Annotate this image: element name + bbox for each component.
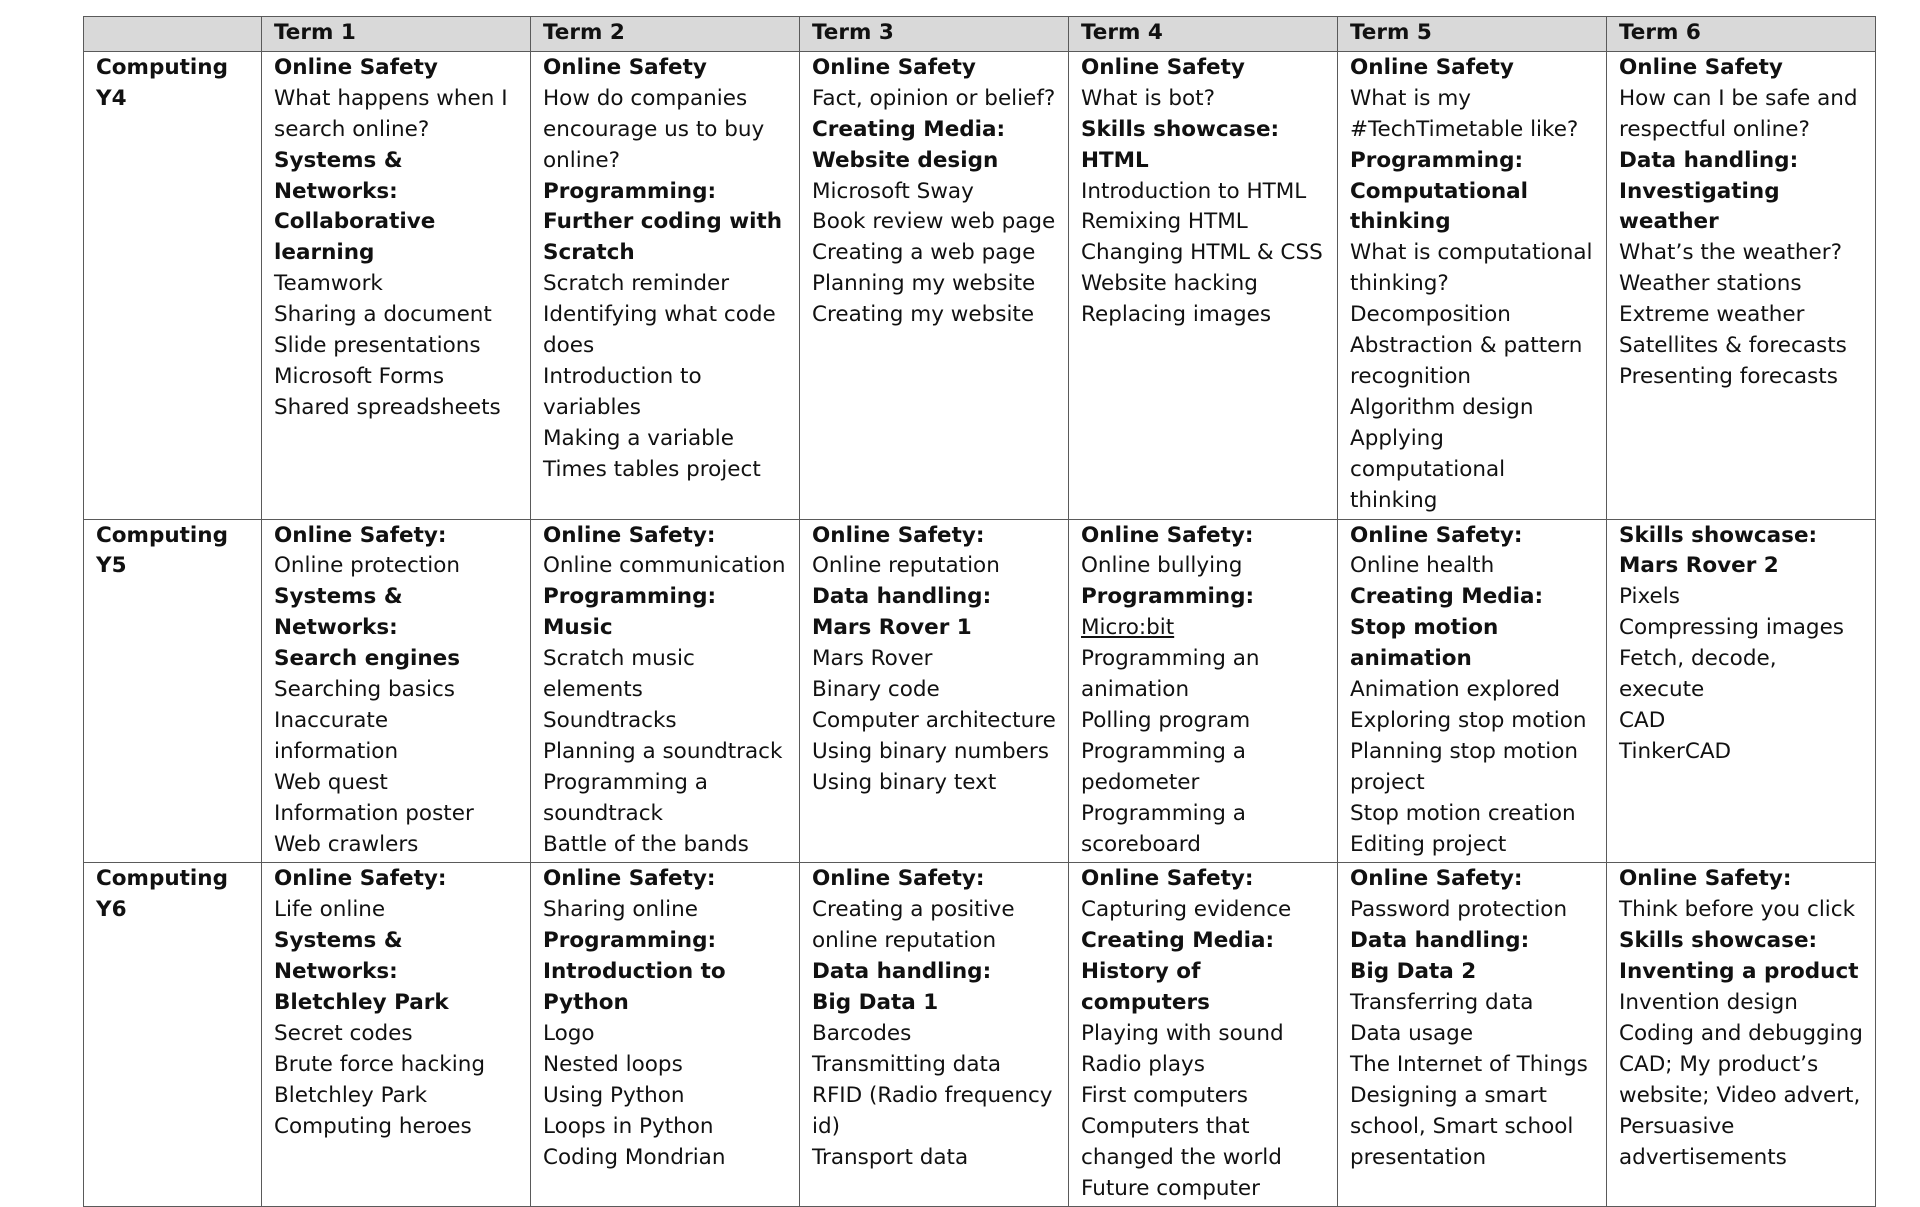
table-row-y4 (84, 51, 1876, 519)
cell-y6-term-5 (1338, 863, 1607, 1207)
lesson-item: Decomposition (1350, 302, 1511, 328)
lesson-item: CAD (1619, 707, 1666, 733)
lesson-item: What is computational thinking? (1350, 240, 1593, 297)
topic-heading: Creating Media: (1081, 928, 1275, 954)
topic-heading: Data handling: (1350, 928, 1530, 954)
lesson-item: Using binary text (812, 769, 997, 795)
row-header-line: Computing (96, 866, 228, 892)
topic-heading: Music (543, 615, 613, 641)
topic-heading: Investigating weather (1619, 178, 1780, 235)
row-header-y5 (84, 519, 262, 863)
lesson-item: Shared spreadsheets (274, 394, 501, 420)
lesson-item: Scratch music elements (543, 646, 695, 703)
topic-heading: Online Safety: (1081, 522, 1254, 548)
lesson-item: Life online (274, 897, 386, 923)
lesson-item: Computers that changed the world (1081, 1113, 1282, 1170)
cell-y5-term-3 (800, 519, 1069, 863)
lesson-item: First computers (1081, 1082, 1248, 1108)
lesson-item: Algorithm design (1350, 394, 1534, 420)
lesson-item: Slide presentations (274, 333, 481, 359)
lesson-item: Sharing online (543, 897, 698, 923)
topic-heading: Online Safety: (543, 522, 716, 548)
topic-heading: Online Safety (543, 54, 707, 80)
lesson-item: Soundtracks (543, 707, 677, 733)
topic-heading: Collaborative learning (274, 209, 436, 266)
topic-heading: Programming: (543, 584, 717, 610)
row-header-line: Y4 (96, 85, 127, 111)
header-corner-cell (84, 17, 262, 52)
lesson-item: Logo (543, 1021, 595, 1046)
lesson-item: Transport data (812, 1144, 969, 1170)
lesson-item: Programming a pedometer (1081, 738, 1246, 795)
lesson-item: Stop motion creation (1350, 800, 1576, 826)
lesson-item: Programming a scoreboard (1081, 800, 1246, 857)
lesson-item: Programming an animation (1081, 646, 1260, 703)
lesson-item: Animation explored (1350, 677, 1561, 703)
lesson-item: Loops in Python (543, 1113, 714, 1139)
cell-y4-term-1 (262, 51, 531, 519)
lesson-item: Fetch, decode, execute (1619, 646, 1777, 703)
lesson-item: Scratch reminder (543, 271, 730, 297)
topic-heading: Mars Rover 1 (812, 615, 972, 641)
header-row (84, 17, 1876, 52)
lesson-item: Data usage (1350, 1021, 1474, 1046)
cell-y6-term-1 (262, 863, 531, 1207)
lesson-item: Online health (1350, 553, 1495, 579)
lesson-item: Designing a smart school, Smart school presentation (1350, 1082, 1574, 1170)
lesson-item: Future computer (1081, 1175, 1260, 1201)
lesson-item: Book review web page (812, 209, 1056, 235)
topic-heading: Online Safety: (1081, 866, 1254, 892)
lesson-item: Computing heroes (274, 1113, 472, 1139)
topic-heading: Website design (812, 147, 999, 173)
lesson-item: Weather stations (1619, 271, 1802, 297)
lesson-item: Satellites & forecasts (1619, 333, 1847, 359)
lesson-item: Fact, opinion or belief? (812, 85, 1056, 111)
lesson-item: Password protection (1350, 897, 1568, 923)
lesson-item: Transmitting data (812, 1051, 1002, 1077)
lesson-item: Online protection (274, 553, 461, 579)
lesson-item: How can I be safe and respectful online? (1619, 85, 1858, 142)
header-term-4: Term 4 (1069, 17, 1338, 52)
cell-y4-term-6 (1607, 51, 1876, 519)
lesson-item: Binary code (812, 677, 940, 703)
lesson-item: Invention design (1619, 990, 1798, 1016)
header-term-2: Term 2 (531, 17, 800, 52)
cell-y5-term-6 (1607, 519, 1876, 863)
lesson-item: Replacing images (1081, 302, 1272, 328)
lesson-item: Radio plays (1081, 1051, 1205, 1077)
cell-y6-term-3 (800, 863, 1069, 1207)
topic-heading: Skills showcase: (1081, 116, 1280, 142)
topic-heading: Online Safety (812, 54, 976, 80)
lesson-item: Presenting forecasts (1619, 363, 1838, 389)
lesson-item: Mars Rover (812, 646, 933, 672)
lesson-item: Introduction to variables (543, 363, 702, 420)
cell-y6-term-6 (1607, 863, 1876, 1207)
lesson-item: Applying computational thinking (1350, 425, 1506, 513)
lesson-item: Programming a soundtrack (543, 769, 708, 826)
lesson-item: Playing with sound (1081, 1021, 1284, 1046)
lesson-item: The Internet of Things (1350, 1051, 1588, 1077)
row-header-line: Y5 (96, 553, 127, 579)
topic-heading: Systems & Networks: (274, 584, 403, 641)
lesson-item: Nested loops (543, 1051, 683, 1077)
topic-heading: Programming: (543, 178, 717, 204)
topic-heading: History of computers (1081, 959, 1210, 1016)
lesson-item: Coding and debugging (1619, 1021, 1863, 1046)
topic-heading: Search engines (274, 646, 461, 672)
topic-heading: Mars Rover 2 (1619, 553, 1779, 579)
lesson-item: Coding Mondrian (543, 1144, 726, 1170)
lesson-item: Times tables project (543, 456, 761, 482)
header-term-5: Term 5 (1338, 17, 1607, 52)
lesson-item: Creating a positive online reputation (812, 897, 1015, 954)
cell-y5-term-2 (531, 519, 800, 863)
lesson-item: Secret codes (274, 1021, 413, 1046)
lesson-item: How do companies encourage us to buy online? (543, 85, 765, 173)
lesson-item: RFID (Radio frequency id) (812, 1082, 1053, 1139)
topic-heading: Big Data 1 (812, 990, 939, 1016)
row-header-y6 (84, 863, 262, 1207)
topic-heading: Online Safety: (1350, 522, 1523, 548)
lesson-item: Planning my website (812, 271, 1036, 297)
lesson-item: CAD; My product’s website; Video advert, Persuasive advertisements (1619, 1051, 1861, 1170)
cell-y4-term-5 (1338, 51, 1607, 519)
lesson-item: Bletchley Park (274, 1082, 428, 1108)
lesson-item: Inaccurate information (274, 707, 399, 764)
lesson-item: Identifying what code does (543, 302, 776, 359)
lesson-item: Website hacking (1081, 271, 1258, 297)
lesson-item: Extreme weather (1619, 302, 1805, 328)
lesson-item: Information poster (274, 800, 474, 826)
lesson-item: Abstraction & pattern recognition (1350, 333, 1583, 389)
topic-heading: Online Safety: (543, 866, 716, 892)
lesson-item: Battle of the bands (543, 831, 749, 857)
topic-heading: Further coding with Scratch (543, 209, 783, 266)
curriculum-table (83, 16, 1876, 1207)
lesson-item: Brute force hacking (274, 1051, 486, 1077)
topic-heading: Online Safety (1619, 54, 1783, 80)
lesson-item: Changing HTML & CSS (1081, 240, 1323, 266)
table-row-y6 (84, 863, 1876, 1207)
lesson-item: Creating my website (812, 302, 1035, 328)
lesson-item: Polling program (1081, 707, 1251, 733)
cell-y5-term-4 (1069, 519, 1338, 863)
topic-heading: Creating Media: (812, 116, 1006, 142)
topic-heading: Online Safety: (274, 522, 447, 548)
lesson-item: Computer architecture (812, 707, 1056, 733)
lesson-item: What is my #TechTimetable like? (1350, 85, 1579, 142)
topic-heading: Bletchley Park (274, 990, 449, 1016)
lesson-item: Using Python (543, 1082, 685, 1108)
topic-heading: Online Safety: (1350, 866, 1523, 892)
lesson-item: Using binary numbers (812, 738, 1049, 764)
lesson-item: Capturing evidence (1081, 897, 1292, 923)
topic-heading: Online Safety: (274, 866, 447, 892)
cell-y4-term-4 (1069, 51, 1338, 519)
topic-heading: Programming: (1081, 584, 1255, 610)
topic-heading: HTML (1081, 147, 1149, 173)
topic-heading: Systems & Networks: (274, 147, 403, 204)
topic-heading: Data handling: (812, 584, 992, 610)
lesson-item: Think before you click (1619, 897, 1856, 923)
lesson-item: Creating a web page (812, 240, 1036, 266)
lesson-item: Online bullying (1081, 553, 1243, 579)
row-header-line: Computing (96, 522, 228, 548)
topic-heading: Skills showcase: (1619, 522, 1818, 548)
row-header-line: Y6 (96, 897, 127, 923)
cell-y5-term-1 (262, 519, 531, 863)
header-term-1: Term 1 (262, 17, 531, 52)
row-header-line: Computing (96, 54, 228, 80)
lesson-item: Planning a soundtrack (543, 738, 783, 764)
lesson-item: Online communication (543, 553, 786, 579)
topic-heading: Computational thinking (1350, 178, 1529, 235)
topic-heading: Creating Media: Stop motion animation (1350, 584, 1544, 672)
lesson-item: Exploring stop motion (1350, 707, 1587, 733)
lesson-item: Barcodes (812, 1021, 912, 1046)
topic-heading: Online Safety (1081, 54, 1245, 80)
topic-heading: Systems & Networks: (274, 928, 403, 985)
topic-heading: Programming: (543, 928, 717, 954)
lesson-item: Planning stop motion project (1350, 738, 1578, 795)
lesson-item: Microsoft Sway (812, 178, 974, 204)
lesson-item: Microsoft Forms (274, 363, 445, 389)
topic-heading: Data handling: (812, 959, 992, 985)
lesson-item: Editing project (1350, 831, 1507, 857)
lesson-item: What is bot? (1081, 85, 1215, 111)
topic-heading: Online Safety: (1619, 866, 1792, 892)
header-term-3: Term 3 (800, 17, 1069, 52)
lesson-item: TinkerCAD (1619, 738, 1732, 764)
topic-heading: Introduction to Python (543, 959, 726, 1016)
lesson-item: Sharing a document (274, 302, 492, 328)
lesson-item: Remixing HTML (1081, 209, 1248, 235)
lesson-item: Online reputation (812, 553, 1000, 579)
lesson-item: What’s the weather? (1619, 240, 1842, 266)
lesson-item: Transferring data (1350, 990, 1534, 1016)
lesson-item: Web quest (274, 769, 388, 795)
row-header-y4 (84, 51, 262, 519)
lesson-item: Compressing images (1619, 615, 1845, 641)
cell-y6-term-4 (1069, 863, 1338, 1207)
lesson-item: What happens when I search online? (274, 85, 508, 142)
topic-heading: Programming: (1350, 147, 1524, 173)
cell-y4-term-3 (800, 51, 1069, 519)
cell-y5-term-5 (1338, 519, 1607, 863)
topic-heading: Data handling: (1619, 147, 1799, 173)
header-term-6: Term 6 (1607, 17, 1876, 52)
topic-heading: Inventing a product (1619, 959, 1859, 985)
lesson-item: Making a variable (543, 425, 735, 451)
lesson-item: Teamwork (274, 271, 383, 297)
topic-heading: Online Safety (1350, 54, 1514, 80)
lesson-item: Introduction to HTML (1081, 178, 1307, 204)
lesson-item: Pixels (1619, 584, 1680, 610)
topic-heading: Big Data 2 (1350, 959, 1477, 985)
topic-heading: Online Safety: (812, 522, 985, 548)
topic-heading: Online Safety: (812, 866, 985, 892)
lesson-item: Searching basics (274, 677, 455, 703)
topic-heading: Online Safety (274, 54, 438, 80)
topic-heading: Skills showcase: (1619, 928, 1818, 954)
lesson-item: Micro:bit (1081, 615, 1175, 641)
lesson-item: Web crawlers (274, 831, 419, 857)
cell-y6-term-2 (531, 863, 800, 1207)
cell-y4-term-2 (531, 51, 800, 519)
table-row-y5 (84, 519, 1876, 863)
